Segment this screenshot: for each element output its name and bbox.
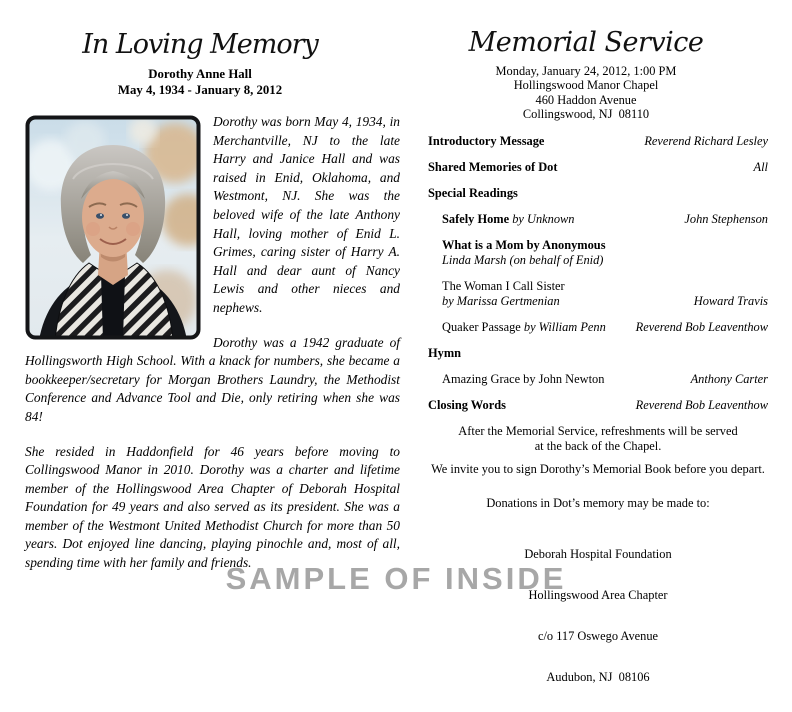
life-dates: May 4, 1934 - January 8, 2012 xyxy=(117,83,283,97)
program-row xyxy=(428,279,768,308)
venue-city-state-zip: Collingswood, NJ 08110 xyxy=(522,107,650,122)
right-page-header xyxy=(416,26,756,122)
program-item-participant: All xyxy=(753,160,768,174)
bio-paragraph-3: She resided in Haddonfield for 46 years before moving to Collingswood Manor in 2010. Dorothy was a charter and lifetime member of the Hollingswood Area Chapter of Deborah Hospital Foundation for 49 years and also served as its president. She was a member of the Westmont United Methodist Church for more than 50 years. Dot enjoyed line dancing, playing pinochle and, most of all, spending time with her family and friends. xyxy=(25,443,400,571)
left-page-header xyxy=(25,28,375,98)
program-item-participant: Reverend Bob Leaventhow xyxy=(635,398,768,412)
program-item-title: What is a Mom by Anonymous Linda Marsh (on behalf of Enid) xyxy=(442,238,606,267)
program-item-title: Quaker Passage by William Penn xyxy=(442,320,606,334)
program-item-title: Hymn xyxy=(428,346,462,360)
program-item-participant: Reverend Richard Lesley xyxy=(644,134,768,148)
bio-paragraph-2: Dorothy was a 1942 graduate of Hollingsworth High School. With a knack for numbers, she became a bookkeeper/secretary for Morgan Brothers Laundry, the Methodist Conference and Advance Tool and Die, only retiring when she was 84! xyxy=(25,334,400,424)
program-row xyxy=(428,238,768,267)
refreshments-note-line-1: After the Memorial Service, refreshments will be served xyxy=(458,424,738,438)
donations-address-line-1: Deborah Hospital Foundation xyxy=(524,547,672,562)
donations-heading: Donations in Dot’s memory may be made to: xyxy=(486,496,710,511)
program-item-title: The Woman I Call Sister by Marissa Gertmenian xyxy=(442,279,565,308)
program-item-subtitle: by Marissa Gertmenian xyxy=(442,294,560,308)
program-row xyxy=(428,134,768,148)
venue-street: 460 Haddon Avenue xyxy=(535,92,637,107)
in-loving-memory-title: In Loving Memory xyxy=(82,29,318,60)
program-item-title: Introductory Message xyxy=(428,134,545,148)
program-row xyxy=(428,346,768,360)
program-row xyxy=(428,160,768,174)
bio-paragraph-1: Dorothy was born May 4, 1934, in Merchantville, NJ to the late Harry and Janice Hall and was raised in Enid, Oklahoma, and Westmont, NJ. She was the beloved wife of the late Anthony Hall, loving mother of Enid L. Grimes, caring sister of Harry A. Hall and dear aunt of Nancy Lewis and other nieces and nephews. xyxy=(213,114,400,315)
program-row xyxy=(428,320,768,334)
program-item-title: Shared Memories of Dot xyxy=(428,160,558,174)
donations-address-line-2: Hollingswood Area Chapter xyxy=(528,588,668,603)
order-of-service xyxy=(428,134,768,712)
program-item-subtitle: Linda Marsh (on behalf of Enid) xyxy=(442,253,604,267)
program-item-participant: Reverend Bob Leaventhow xyxy=(635,320,768,334)
program-item-participant: Howard Travis xyxy=(693,294,768,308)
biography-section xyxy=(25,113,400,589)
program-item-participant: Anthony Carter xyxy=(690,372,768,386)
program-row xyxy=(428,212,768,226)
donations-address-line-3: c/o 117 Oswego Avenue xyxy=(537,628,659,643)
program-row xyxy=(428,186,768,200)
program-row xyxy=(428,372,768,386)
refreshments-note-line-2: at the back of the Chapel. xyxy=(534,438,662,453)
donations-address xyxy=(428,521,768,711)
portrait-photo xyxy=(25,115,201,340)
service-datetime: Monday, January 24, 2012, 1:00 PM xyxy=(495,64,677,78)
program-item-participant: John Stephenson xyxy=(684,212,768,226)
venue-name: Hollingswood Manor Chapel xyxy=(513,78,659,93)
deceased-name: Dorothy Anne Hall xyxy=(148,67,252,81)
program-item-title: Amazing Grace by John Newton xyxy=(442,372,605,386)
memorial-service-title: Memorial Service xyxy=(468,27,704,58)
memorial-book-invite: We invite you to sign Dorothy’s Memorial Book before you depart. xyxy=(431,462,765,477)
program-item-title: Safely Home by Unknown xyxy=(442,212,575,226)
program-item-title: Closing Words xyxy=(428,398,506,412)
program-row xyxy=(428,398,768,412)
program-item-title: Special Readings xyxy=(428,186,518,200)
program-rows xyxy=(428,134,768,412)
donations-address-line-4: Audubon, NJ 08106 xyxy=(546,669,650,684)
refreshments-note xyxy=(428,424,768,453)
sample-watermark: SAMPLE OF INSIDE xyxy=(225,561,567,596)
